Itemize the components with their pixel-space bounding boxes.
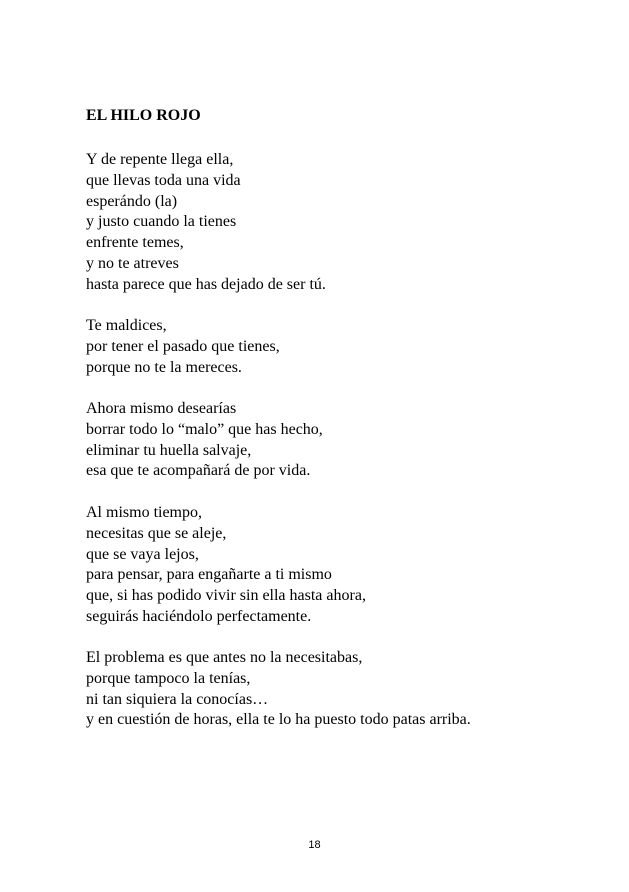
poem-line: y no te atreves bbox=[86, 254, 179, 272]
poem-line: que llevas toda una vida bbox=[86, 171, 241, 189]
poem-line: esa que te acompañará de por vida. bbox=[86, 462, 311, 480]
poem-title: EL HILO ROJO bbox=[86, 107, 201, 124]
poem-line: Te maldices, bbox=[86, 317, 167, 334]
poem-line: ni tan siquiera la conocías… bbox=[86, 690, 269, 708]
poem-line: porque tampoco la tenías, bbox=[86, 669, 251, 687]
stanza-4 bbox=[86, 503, 366, 628]
poem-line: eliminar tu huella salvaje, bbox=[86, 441, 252, 459]
poem-line: que se vaya lejos, bbox=[86, 545, 199, 563]
stanza-1 bbox=[86, 150, 326, 296]
poem-line: Y de repente llega ella, bbox=[86, 151, 234, 168]
poem-line: borrar todo lo “malo” que has hecho, bbox=[86, 420, 323, 438]
page-number: 18 bbox=[308, 839, 321, 851]
poem-line: seguirás haciéndolo perfectamente. bbox=[86, 607, 312, 625]
poem-line: para pensar, para engañarte a ti mismo bbox=[86, 566, 332, 584]
poem-line: hasta parece que has dejado de ser tú. bbox=[86, 275, 326, 293]
poem-line: El problema es que antes no la necesitabas, bbox=[86, 649, 363, 666]
poem-line: y justo cuando la tienes bbox=[86, 213, 237, 231]
poem-line: que, si has podido vivir sin ella hasta ahora, bbox=[86, 587, 366, 605]
poem-line: necesitas que se aleje, bbox=[86, 524, 227, 542]
poem-line: Ahora mismo desearías bbox=[86, 400, 237, 417]
stanza-5 bbox=[86, 648, 471, 731]
poem-line: y en cuestión de horas, ella te lo ha puesto todo patas arriba. bbox=[86, 711, 471, 729]
poem-line: porque no te la mereces. bbox=[86, 358, 242, 376]
poem-line: Al mismo tiempo, bbox=[86, 504, 202, 521]
poem-line: por tener el pasado que tienes, bbox=[86, 337, 280, 355]
stanza-3 bbox=[86, 399, 323, 482]
poem-line: esperándo (la) bbox=[86, 192, 178, 210]
poem-line: enfrente temes, bbox=[86, 234, 184, 252]
stanza-2 bbox=[86, 316, 280, 378]
